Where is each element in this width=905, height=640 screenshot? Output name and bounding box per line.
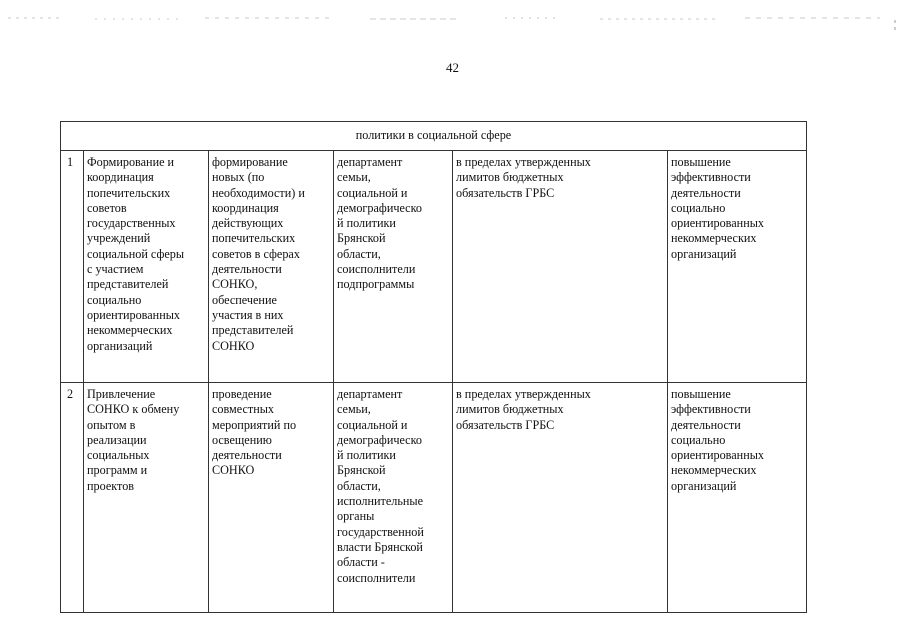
funding-cell: в пределах утвержденных лимитов бюджетных обязательств ГРБС [453, 383, 668, 613]
table-header-row [61, 122, 807, 151]
activity-cell: Формирование и координация попечительских советов государственных учреждений социальной сферы с участием представителей социально ориентированных некоммерческих организаций [84, 151, 209, 383]
section-header: политики в социальной сфере [61, 122, 807, 151]
row-number: 2 [61, 383, 84, 613]
program-table [60, 121, 807, 613]
row-number: 1 [61, 151, 84, 383]
page-number: 42 [446, 60, 459, 75]
activity-cell: Привлечение СОНКО к обмену опытом в реализации социальных программ и проектов [84, 383, 209, 613]
result-cell: повышение эффективности деятельности социально ориентированных некоммерческих организаций [668, 383, 807, 613]
table-row [61, 383, 807, 613]
result-cell: повышение эффективности деятельности социально ориентированных некоммерческих организаций [668, 151, 807, 383]
executor-cell: департамент семьи, социальной и демографическо й политики Брянской области, исполнительные органы государственной власти Брянской области - соисполнители [334, 383, 453, 613]
funding-cell: в пределах утвержденных лимитов бюджетных обязательств ГРБС [453, 151, 668, 383]
scan-artifact-line [0, 12, 905, 24]
measures-cell: проведение совместных мероприятий по освещению деятельности СОНКО [209, 383, 334, 613]
scan-edge-mark [893, 20, 897, 32]
measures-cell: формирование новых (по необходимости) и координация действующих попечительских советов в сферах деятельности СОНКО, обеспечение участия в них представителей СОНКО [209, 151, 334, 383]
table-row [61, 151, 807, 383]
executor-cell: департамент семьи, социальной и демографическо й политики Брянской области, соисполнители подпрограммы [334, 151, 453, 383]
